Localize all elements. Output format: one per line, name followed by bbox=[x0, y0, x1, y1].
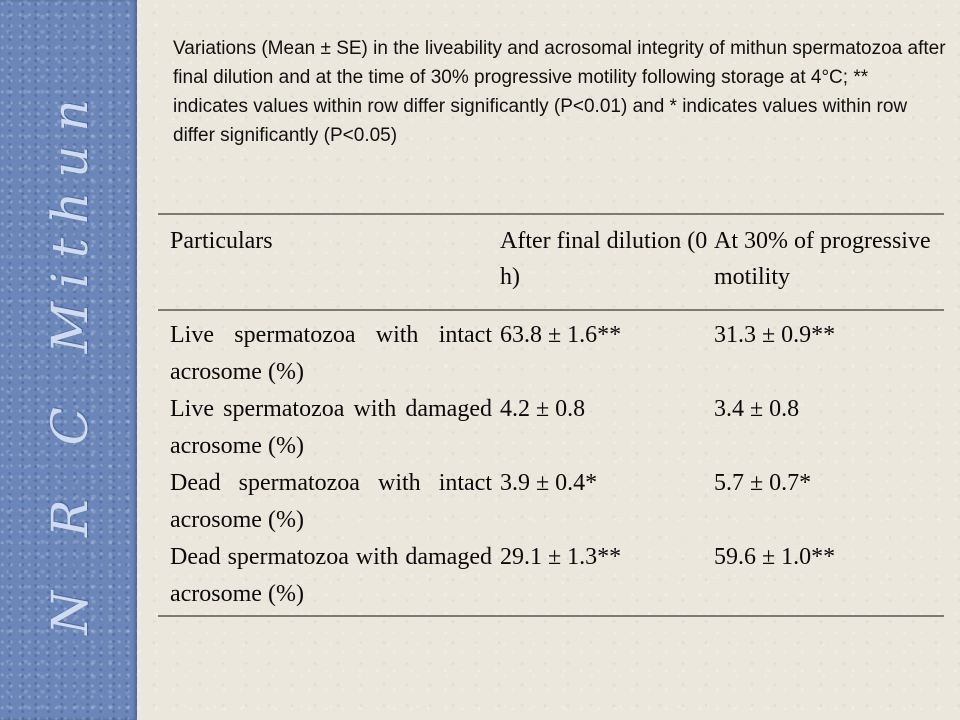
results-table bbox=[158, 213, 944, 617]
row-label: Dead spermatozoa with intact acrosome (%) bbox=[170, 470, 492, 533]
column-header-particulars: Particulars bbox=[158, 214, 500, 310]
cell-30pct-motility: 31.3 ± 0.9** bbox=[714, 322, 836, 348]
row-label: Dead spermatozoa with damaged acrosome (%) bbox=[170, 544, 492, 607]
column-header-30pct-motility: At 30% of progressive motility bbox=[714, 214, 944, 310]
cell-30pct-motility: 5.7 ± 0.7* bbox=[714, 470, 812, 496]
table-caption: Variations (Mean ± SE) in the liveability and acrosomal integrity of mithun spermatozoa after final dilution and at the time of 30% progressive motility following storage at 4°C; ** indicates values within row differ significantly (P<0.01) and * indicates values within row differ significantly (P<0.05) bbox=[173, 38, 946, 146]
table-row bbox=[158, 465, 944, 539]
table-row bbox=[158, 310, 944, 391]
column-header-after-dilution: After final dilution (0 h) bbox=[500, 214, 714, 310]
cell-after-dilution: 3.9 ± 0.4* bbox=[500, 470, 598, 496]
row-label: Live spermatozoa with intact acrosome (%) bbox=[170, 322, 492, 385]
table-header-row bbox=[158, 214, 944, 310]
row-label: Live spermatozoa with damaged acrosome (%) bbox=[170, 396, 492, 459]
cell-after-dilution: 63.8 ± 1.6** bbox=[500, 322, 622, 348]
sidebar-banner bbox=[0, 0, 137, 720]
table-row bbox=[158, 539, 944, 616]
cell-after-dilution: 29.1 ± 1.3** bbox=[500, 539, 714, 616]
table-row bbox=[158, 391, 944, 465]
cell-30pct-motility: 59.6 ± 1.0** bbox=[714, 539, 944, 616]
sidebar-title: N R C Mithun bbox=[41, 85, 99, 635]
cell-after-dilution: 4.2 ± 0.8 bbox=[500, 396, 586, 422]
cell-30pct-motility: 3.4 ± 0.8 bbox=[714, 396, 800, 422]
